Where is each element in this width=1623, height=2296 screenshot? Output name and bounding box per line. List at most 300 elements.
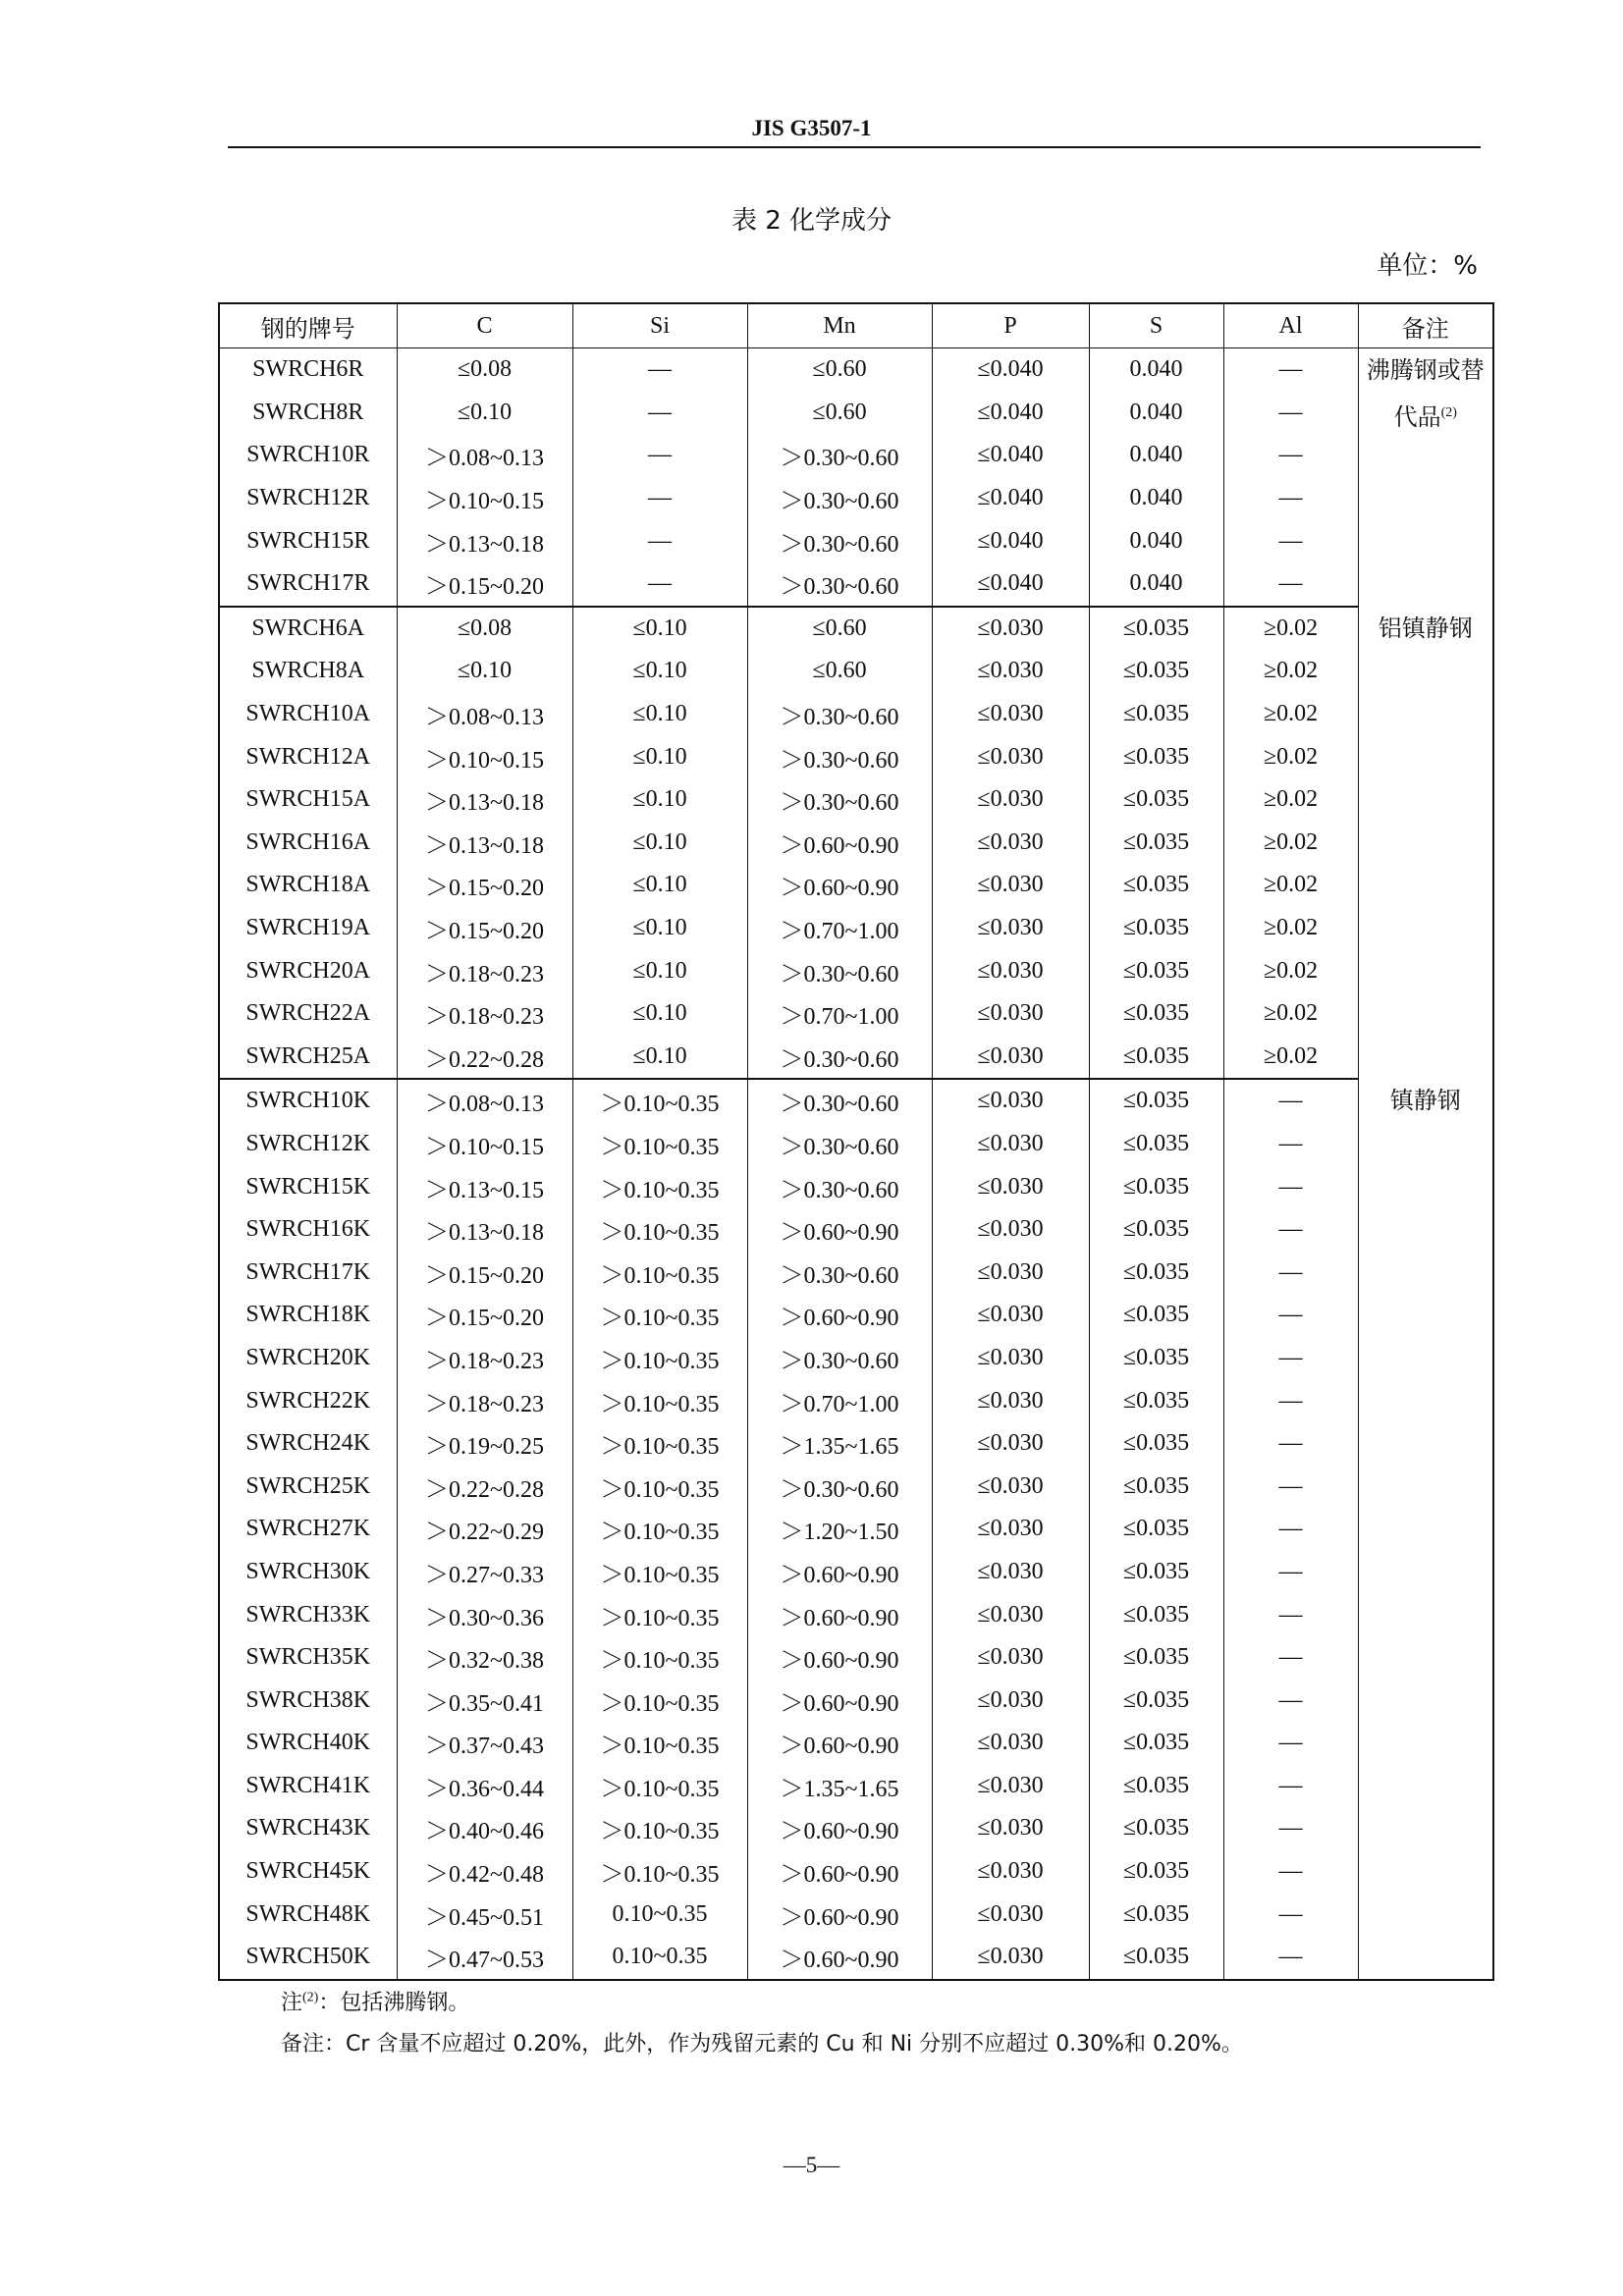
s-cell: ≤0.035	[1089, 1765, 1223, 1808]
p-cell: ≤0.030	[932, 1294, 1089, 1337]
p-cell: ≤0.030	[932, 992, 1089, 1036]
si-cell: ＞0.10~0.35	[572, 1593, 747, 1636]
p-cell: ≤0.030	[932, 1807, 1089, 1850]
mn-cell: ＞1.20~1.50	[747, 1508, 932, 1551]
grade-cell: SWRCH45K	[219, 1850, 397, 1894]
mn-cell: ＞0.60~0.90	[747, 1593, 932, 1636]
si-cell: ＞0.10~0.35	[572, 1294, 747, 1337]
remarks-cell	[1358, 1079, 1493, 1979]
grade-cell: SWRCH22K	[219, 1379, 397, 1422]
table-row	[219, 650, 1493, 693]
table-row	[219, 1593, 1493, 1636]
mn-cell: ＞0.60~0.90	[747, 822, 932, 865]
c-cell: ＞0.22~0.29	[397, 1508, 572, 1551]
si-cell: ＞0.10~0.35	[572, 1636, 747, 1680]
si-cell: ＞0.10~0.35	[572, 1379, 747, 1422]
mn-cell: ＞0.30~0.60	[747, 778, 932, 822]
al-cell: ≥0.02	[1223, 607, 1358, 651]
table-row	[219, 1551, 1493, 1594]
table-row	[219, 1508, 1493, 1551]
s-cell: ≤0.035	[1089, 1893, 1223, 1936]
mn-cell: ＞0.60~0.90	[747, 1636, 932, 1680]
table-row	[219, 1936, 1493, 1980]
p-cell: ≤0.030	[932, 1251, 1089, 1294]
table-row	[219, 864, 1493, 907]
grade-cell: SWRCH25A	[219, 1036, 397, 1080]
si-cell: ＞0.10~0.35	[572, 1722, 747, 1765]
grade-cell: SWRCH27K	[219, 1508, 397, 1551]
p-cell: ≤0.030	[932, 822, 1089, 865]
table-header-row	[219, 303, 1493, 348]
s-cell: ≤0.035	[1089, 1508, 1223, 1551]
p-cell: ≤0.030	[932, 650, 1089, 693]
table-row	[219, 1079, 1493, 1123]
p-cell: ≤0.030	[932, 778, 1089, 822]
s-cell: ≤0.035	[1089, 907, 1223, 950]
c-cell: ＞0.19~0.25	[397, 1422, 572, 1466]
si-cell: ≤0.10	[572, 735, 747, 778]
al-cell: —	[1223, 1123, 1358, 1166]
mn-cell: ＞0.30~0.60	[747, 1337, 932, 1380]
mn-cell: ＞0.30~0.60	[747, 1036, 932, 1080]
si-cell: ≤0.10	[572, 864, 747, 907]
al-cell: ≥0.02	[1223, 693, 1358, 736]
mn-cell: ≤0.60	[747, 348, 932, 392]
grade-cell: SWRCH24K	[219, 1422, 397, 1466]
grade-cell: SWRCH25K	[219, 1465, 397, 1508]
table-body	[219, 348, 1493, 1980]
s-cell: ≤0.035	[1089, 1036, 1223, 1080]
p-cell: ≤0.030	[932, 1465, 1089, 1508]
table-row	[219, 392, 1493, 435]
p-cell: ≤0.030	[932, 1079, 1089, 1123]
grade-cell: SWRCH15A	[219, 778, 397, 822]
al-cell: —	[1223, 1936, 1358, 1980]
c-cell: ＞0.10~0.15	[397, 735, 572, 778]
al-cell: —	[1223, 477, 1358, 520]
mn-cell: ＞0.60~0.90	[747, 1850, 932, 1894]
c-cell: ＞0.22~0.28	[397, 1465, 572, 1508]
s-cell: 0.040	[1089, 519, 1223, 562]
c-cell: ＞0.22~0.28	[397, 1036, 572, 1080]
footnote-note	[281, 1986, 469, 2016]
mn-cell: ≤0.60	[747, 607, 932, 651]
s-cell: 0.040	[1089, 392, 1223, 435]
c-cell: ＞0.18~0.23	[397, 1379, 572, 1422]
table-row	[219, 1379, 1493, 1422]
s-cell: 0.040	[1089, 348, 1223, 392]
c-cell: ＞0.15~0.20	[397, 864, 572, 907]
document-header-id: JIS G3507-1	[751, 116, 872, 140]
al-cell: ≥0.02	[1223, 992, 1358, 1036]
al-cell: —	[1223, 1722, 1358, 1765]
p-cell: ≤0.030	[932, 949, 1089, 992]
s-cell: ≤0.035	[1089, 1807, 1223, 1850]
table-row	[219, 822, 1493, 865]
s-cell: ≤0.035	[1089, 1465, 1223, 1508]
p-cell: ≤0.040	[932, 434, 1089, 477]
c-cell: ＞0.27~0.33	[397, 1551, 572, 1594]
si-cell: —	[572, 477, 747, 520]
si-cell: ≤0.10	[572, 693, 747, 736]
si-cell: ＞0.10~0.35	[572, 1422, 747, 1466]
si-cell: ≤0.10	[572, 607, 747, 651]
grade-cell: SWRCH41K	[219, 1765, 397, 1808]
table-row	[219, 1765, 1493, 1808]
grade-cell: SWRCH10A	[219, 693, 397, 736]
si-cell: ＞0.10~0.35	[572, 1679, 747, 1722]
table-row	[219, 1337, 1493, 1380]
mn-cell: ＞0.60~0.90	[747, 1551, 932, 1594]
grade-cell: SWRCH30K	[219, 1551, 397, 1594]
grade-cell: SWRCH15R	[219, 519, 397, 562]
si-cell: 0.10~0.35	[572, 1936, 747, 1980]
table-row	[219, 477, 1493, 520]
s-cell: ≤0.035	[1089, 693, 1223, 736]
al-cell: —	[1223, 1294, 1358, 1337]
al-cell: —	[1223, 392, 1358, 435]
header-divider	[228, 146, 1481, 148]
unit-label: 单位：%	[1377, 251, 1478, 281]
al-cell: —	[1223, 519, 1358, 562]
page-number: —5—	[783, 2153, 840, 2177]
table-row	[219, 1036, 1493, 1080]
p-cell: ≤0.030	[932, 607, 1089, 651]
p-cell: ≤0.040	[932, 519, 1089, 562]
c-cell: ＞0.13~0.15	[397, 1165, 572, 1208]
table-row	[219, 693, 1493, 736]
table-row	[219, 607, 1493, 651]
table-row	[219, 992, 1493, 1036]
grade-cell: SWRCH17R	[219, 562, 397, 607]
mn-cell: ＞0.30~0.60	[747, 477, 932, 520]
si-cell: ≤0.10	[572, 650, 747, 693]
si-cell: ＞0.10~0.35	[572, 1337, 747, 1380]
c-cell: ＞0.08~0.13	[397, 1079, 572, 1123]
si-cell: ＞0.10~0.35	[572, 1465, 747, 1508]
header-cell-c: C	[397, 303, 572, 348]
si-cell: —	[572, 434, 747, 477]
al-cell: ≥0.02	[1223, 949, 1358, 992]
mn-cell: ＞0.70~1.00	[747, 1379, 932, 1422]
si-cell: ＞0.10~0.35	[572, 1208, 747, 1252]
c-cell: ＞0.08~0.13	[397, 434, 572, 477]
grade-cell: SWRCH16K	[219, 1208, 397, 1252]
p-cell: ≤0.030	[932, 1936, 1089, 1980]
al-cell: ≥0.02	[1223, 650, 1358, 693]
mn-cell: ＞0.30~0.60	[747, 1123, 932, 1166]
c-cell: ＞0.18~0.23	[397, 949, 572, 992]
al-cell: —	[1223, 1508, 1358, 1551]
al-cell: —	[1223, 1079, 1358, 1123]
al-cell: —	[1223, 1679, 1358, 1722]
p-cell: ≤0.040	[932, 477, 1089, 520]
mn-cell: ＞0.60~0.90	[747, 864, 932, 907]
grade-cell: SWRCH38K	[219, 1679, 397, 1722]
si-cell: ≤0.10	[572, 778, 747, 822]
al-cell: —	[1223, 1208, 1358, 1252]
s-cell: 0.040	[1089, 434, 1223, 477]
s-cell: ≤0.035	[1089, 650, 1223, 693]
c-cell: ＞0.47~0.53	[397, 1936, 572, 1980]
p-cell: ≤0.030	[932, 1123, 1089, 1166]
p-cell: ≤0.030	[932, 1208, 1089, 1252]
footnote-remark: 备注：Cr 含量不应超过 0.20%，此外，作为残留元素的 Cu 和 Ni 分别不应超过 0.30%和 0.20%。	[281, 2032, 1243, 2056]
si-cell: ＞0.10~0.35	[572, 1765, 747, 1808]
al-cell: —	[1223, 1765, 1358, 1808]
si-cell: —	[572, 392, 747, 435]
table-row	[219, 1636, 1493, 1680]
c-cell: ＞0.15~0.20	[397, 562, 572, 607]
c-cell: ＞0.13~0.18	[397, 822, 572, 865]
s-cell: ≤0.035	[1089, 1165, 1223, 1208]
al-cell: —	[1223, 1165, 1358, 1208]
s-cell: ≤0.035	[1089, 1593, 1223, 1636]
p-cell: ≤0.030	[932, 1379, 1089, 1422]
grade-cell: SWRCH48K	[219, 1893, 397, 1936]
grade-cell: SWRCH19A	[219, 907, 397, 950]
s-cell: ≤0.035	[1089, 1208, 1223, 1252]
s-cell: ≤0.035	[1089, 1379, 1223, 1422]
mn-cell: ＞0.30~0.60	[747, 693, 932, 736]
si-cell: ≤0.10	[572, 992, 747, 1036]
c-cell: ＞0.30~0.36	[397, 1593, 572, 1636]
al-cell: ≥0.02	[1223, 735, 1358, 778]
header-cell-si: Si	[572, 303, 747, 348]
s-cell: 0.040	[1089, 562, 1223, 607]
grade-cell: SWRCH40K	[219, 1722, 397, 1765]
p-cell: ≤0.030	[932, 1636, 1089, 1680]
c-cell: ＞0.10~0.15	[397, 477, 572, 520]
al-cell: —	[1223, 1636, 1358, 1680]
c-cell: ＞0.13~0.18	[397, 778, 572, 822]
p-cell: ≤0.040	[932, 348, 1089, 392]
mn-cell: ＞0.30~0.60	[747, 949, 932, 992]
mn-cell: ＞0.60~0.90	[747, 1722, 932, 1765]
grade-cell: SWRCH15K	[219, 1165, 397, 1208]
c-cell: ＞0.15~0.20	[397, 1294, 572, 1337]
table-caption: 表 2 化学成分	[730, 206, 893, 236]
si-cell: ≤0.10	[572, 822, 747, 865]
grade-cell: SWRCH10K	[219, 1079, 397, 1123]
footnote-superscript: (2)	[302, 1990, 319, 2005]
c-cell: ≤0.08	[397, 348, 572, 392]
chemical-composition-table	[218, 302, 1494, 1981]
p-cell: ≤0.040	[932, 392, 1089, 435]
p-cell: ≤0.030	[932, 1508, 1089, 1551]
mn-cell: ＞0.30~0.60	[747, 434, 932, 477]
si-cell: ＞0.10~0.35	[572, 1850, 747, 1894]
s-cell: ≤0.035	[1089, 1123, 1223, 1166]
si-cell: ＞0.10~0.35	[572, 1079, 747, 1123]
si-cell: ＞0.10~0.35	[572, 1551, 747, 1594]
al-cell: —	[1223, 348, 1358, 392]
p-cell: ≤0.030	[932, 1337, 1089, 1380]
p-cell: ≤0.030	[932, 1165, 1089, 1208]
footnote-label: 注	[281, 1991, 303, 2015]
table-row	[219, 1251, 1493, 1294]
footnote-text: ：包括沸腾钢。	[318, 1991, 470, 2015]
s-cell: ≤0.035	[1089, 1722, 1223, 1765]
grade-cell: SWRCH12R	[219, 477, 397, 520]
mn-cell: ≤0.60	[747, 392, 932, 435]
al-cell: —	[1223, 1551, 1358, 1594]
s-cell: ≤0.035	[1089, 1936, 1223, 1980]
mn-cell: ＞0.30~0.60	[747, 735, 932, 778]
table-row	[219, 1679, 1493, 1722]
si-cell: —	[572, 562, 747, 607]
mn-cell: ＞0.60~0.90	[747, 1208, 932, 1252]
mn-cell: ＞1.35~1.65	[747, 1422, 932, 1466]
s-cell: ≤0.035	[1089, 822, 1223, 865]
p-cell: ≤0.030	[932, 1593, 1089, 1636]
p-cell: ≤0.030	[932, 1679, 1089, 1722]
grade-cell: SWRCH17K	[219, 1251, 397, 1294]
s-cell: ≤0.035	[1089, 949, 1223, 992]
c-cell: ＞0.13~0.18	[397, 519, 572, 562]
grade-cell: SWRCH8R	[219, 392, 397, 435]
si-cell: 0.10~0.35	[572, 1893, 747, 1936]
s-cell: ≤0.035	[1089, 1551, 1223, 1594]
c-cell: ＞0.18~0.23	[397, 1337, 572, 1380]
mn-cell: ＞0.30~0.60	[747, 562, 932, 607]
header-cell-s: S	[1089, 303, 1223, 348]
grade-cell: SWRCH12K	[219, 1123, 397, 1166]
si-cell: —	[572, 519, 747, 562]
table-row	[219, 1465, 1493, 1508]
mn-cell: ＞0.60~0.90	[747, 1294, 932, 1337]
table-row	[219, 1893, 1493, 1936]
grade-cell: SWRCH18K	[219, 1294, 397, 1337]
c-cell: ＞0.15~0.20	[397, 1251, 572, 1294]
header-cell-mn: Mn	[747, 303, 932, 348]
table-row	[219, 1123, 1493, 1166]
s-cell: ≤0.035	[1089, 1850, 1223, 1894]
mn-cell: ＞0.60~0.90	[747, 1893, 932, 1936]
s-cell: ≤0.035	[1089, 778, 1223, 822]
al-cell: —	[1223, 562, 1358, 607]
c-cell: ＞0.35~0.41	[397, 1679, 572, 1722]
al-cell: ≥0.02	[1223, 1036, 1358, 1080]
c-cell: ＞0.45~0.51	[397, 1893, 572, 1936]
c-cell: ≤0.08	[397, 607, 572, 651]
grade-cell: SWRCH20K	[219, 1337, 397, 1380]
c-cell: ≤0.10	[397, 392, 572, 435]
header-cell-al: Al	[1223, 303, 1358, 348]
s-cell: ≤0.035	[1089, 607, 1223, 651]
p-cell: ≤0.030	[932, 907, 1089, 950]
al-cell: —	[1223, 1807, 1358, 1850]
c-cell: ＞0.36~0.44	[397, 1765, 572, 1808]
grade-cell: SWRCH50K	[219, 1936, 397, 1980]
grade-cell: SWRCH22A	[219, 992, 397, 1036]
p-cell: ≤0.030	[932, 735, 1089, 778]
s-cell: ≤0.035	[1089, 1422, 1223, 1466]
p-cell: ≤0.030	[932, 1850, 1089, 1894]
s-cell: ≤0.035	[1089, 1337, 1223, 1380]
mn-cell: ＞0.70~1.00	[747, 907, 932, 950]
mn-cell: ＞0.30~0.60	[747, 1465, 932, 1508]
table-row	[219, 735, 1493, 778]
table-row	[219, 1722, 1493, 1765]
c-cell: ＞0.40~0.46	[397, 1807, 572, 1850]
si-cell: ＞0.10~0.35	[572, 1807, 747, 1850]
grade-cell: SWRCH6R	[219, 348, 397, 392]
p-cell: ≤0.030	[932, 1551, 1089, 1594]
mn-cell: ＞0.30~0.60	[747, 519, 932, 562]
mn-cell: ≤0.60	[747, 650, 932, 693]
mn-cell: ＞0.70~1.00	[747, 992, 932, 1036]
table-row	[219, 434, 1493, 477]
table-row	[219, 1807, 1493, 1850]
remarks-cell	[1358, 348, 1493, 607]
mn-cell: ＞0.60~0.90	[747, 1936, 932, 1980]
s-cell: ≤0.035	[1089, 735, 1223, 778]
mn-cell: ＞0.60~0.90	[747, 1679, 932, 1722]
al-cell: ≥0.02	[1223, 778, 1358, 822]
s-cell: ≤0.035	[1089, 864, 1223, 907]
si-cell: ＞0.10~0.35	[572, 1123, 747, 1166]
p-cell: ≤0.030	[932, 1036, 1089, 1080]
p-cell: ≤0.030	[932, 1893, 1089, 1936]
table-row	[219, 348, 1493, 392]
c-cell: ＞0.10~0.15	[397, 1123, 572, 1166]
grade-cell: SWRCH8A	[219, 650, 397, 693]
table-row	[219, 1165, 1493, 1208]
s-cell: ≤0.035	[1089, 992, 1223, 1036]
grade-cell: SWRCH16A	[219, 822, 397, 865]
al-cell: —	[1223, 1850, 1358, 1894]
si-cell: ≤0.10	[572, 1036, 747, 1080]
al-cell: ≥0.02	[1223, 822, 1358, 865]
al-cell: —	[1223, 1251, 1358, 1294]
table-row	[219, 778, 1493, 822]
al-cell: ≥0.02	[1223, 907, 1358, 950]
p-cell: ≤0.030	[932, 1722, 1089, 1765]
p-cell: ≤0.030	[932, 864, 1089, 907]
table-row	[219, 562, 1493, 607]
c-cell: ＞0.13~0.18	[397, 1208, 572, 1252]
p-cell: ≤0.030	[932, 1765, 1089, 1808]
grade-cell: SWRCH10R	[219, 434, 397, 477]
grade-cell: SWRCH18A	[219, 864, 397, 907]
table-row	[219, 949, 1493, 992]
al-cell: —	[1223, 1422, 1358, 1466]
s-cell: 0.040	[1089, 477, 1223, 520]
grade-cell: SWRCH12A	[219, 735, 397, 778]
header-cell-p: P	[932, 303, 1089, 348]
s-cell: ≤0.035	[1089, 1679, 1223, 1722]
remarks-text: 沸腾钢或替代品	[1366, 356, 1485, 431]
al-cell: —	[1223, 1337, 1358, 1380]
si-cell: ≤0.10	[572, 949, 747, 992]
remarks-cell	[1358, 607, 1493, 1080]
s-cell: ≤0.035	[1089, 1636, 1223, 1680]
table-row	[219, 519, 1493, 562]
si-cell: ＞0.10~0.35	[572, 1251, 747, 1294]
p-cell: ≤0.030	[932, 1422, 1089, 1466]
si-cell: ＞0.10~0.35	[572, 1165, 747, 1208]
remarks-text: 镇静钢	[1389, 1087, 1461, 1115]
table-row	[219, 1294, 1493, 1337]
s-cell: ≤0.035	[1089, 1251, 1223, 1294]
s-cell: ≤0.035	[1089, 1079, 1223, 1123]
grade-cell: SWRCH33K	[219, 1593, 397, 1636]
al-cell: —	[1223, 1379, 1358, 1422]
p-cell: ≤0.030	[932, 693, 1089, 736]
c-cell: ＞0.15~0.20	[397, 907, 572, 950]
grade-cell: SWRCH6A	[219, 607, 397, 651]
